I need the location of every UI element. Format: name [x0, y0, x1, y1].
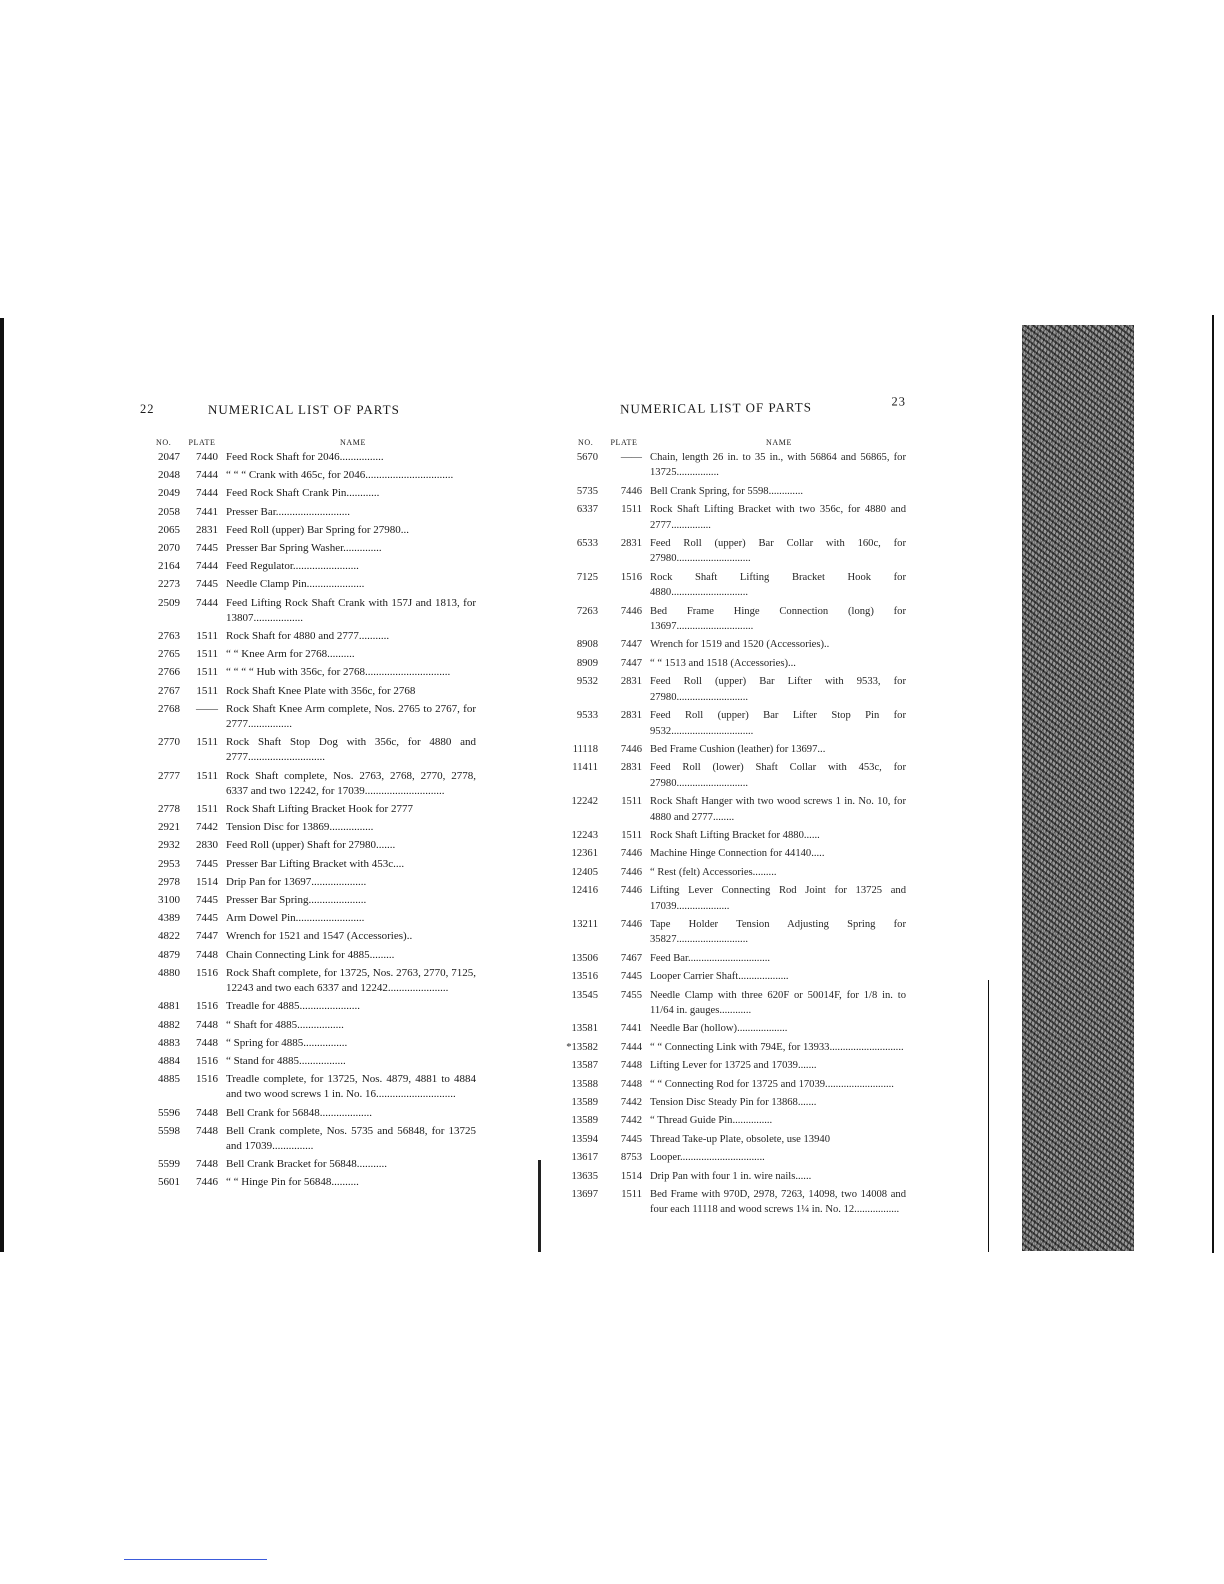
part-number: *13582	[566, 1041, 598, 1053]
part-name: Rock Shaft Hanger with two wood screws 1 in. No. 10, for 4880 and 2777........	[650, 796, 906, 823]
table-row	[140, 802, 476, 817]
table-row	[140, 450, 476, 465]
plate-number: 1511	[621, 829, 642, 841]
right-page	[562, 394, 907, 1218]
part-number: 12361	[571, 848, 598, 860]
part-name: Bed Frame with 970D, 2978, 7263, 14098, two 14008 and four each 11118 and wood screws 1¼ in. No. 12.................	[650, 1189, 906, 1216]
left-parts-list	[140, 450, 476, 1191]
part-number: 11118	[572, 743, 598, 755]
part-number: 2048	[158, 469, 180, 482]
part-name: “ Shaft for 4885.................	[226, 1018, 344, 1031]
table-row	[140, 875, 476, 890]
part-name: Arm Dowel Pin.........................	[226, 912, 365, 925]
plate-number: 1511	[196, 630, 218, 643]
table-row	[562, 450, 906, 481]
table-row	[140, 769, 476, 799]
part-name: Rock Shaft Lifting Bracket with two 356c, for 4880 and 2777...............	[650, 504, 906, 531]
table-row	[140, 1072, 476, 1102]
part-number: 2049	[158, 487, 180, 500]
part-name: “ Spring for 4885................	[226, 1036, 348, 1049]
part-name: Rock Shaft complete, for 13725, Nos. 2763, 2770, 7125, 12243 and two each 6337 and 12242......................	[226, 966, 476, 995]
plate-number: 7447	[620, 639, 642, 651]
left-running-head	[140, 402, 476, 422]
part-number: 13589	[571, 1115, 598, 1127]
right-page-header: NUMERICAL LIST OF PARTS	[619, 399, 813, 417]
table-row	[562, 637, 906, 652]
part-number: 12416	[571, 885, 598, 897]
part-number: 12242	[571, 796, 598, 808]
part-number: 2164	[158, 560, 180, 573]
part-name: Presser Bar Spring Washer..............	[226, 542, 382, 555]
plate-number: 1511	[196, 684, 218, 697]
part-number: 6337	[576, 504, 598, 516]
plate-number: 7441	[196, 505, 218, 518]
part-name: Machine Hinge Connection for 44140.....	[650, 848, 825, 860]
plate-number: 1516	[196, 1054, 218, 1067]
table-row	[562, 1095, 906, 1110]
part-number: 4389	[158, 912, 180, 925]
part-number: 11411	[572, 762, 598, 774]
table-row	[562, 1150, 906, 1165]
part-number: 7263	[576, 605, 598, 617]
part-name: Feed Rock Shaft for 2046................	[226, 451, 384, 463]
table-row	[140, 893, 476, 908]
part-name: Drip Pan with four 1 in. wire nails......	[650, 1170, 812, 1182]
part-name: Treadle for 4885......................	[226, 1000, 361, 1013]
part-number: 2509	[158, 596, 180, 609]
plate-number: 7448	[196, 1106, 218, 1119]
right-column-headers	[562, 438, 906, 450]
plate-number: 2830	[196, 839, 218, 852]
table-row	[562, 1040, 906, 1055]
part-name: Feed Rock Shaft Crank Pin............	[226, 487, 380, 500]
part-number: 3100	[158, 894, 180, 907]
column-header-no: NO.	[156, 438, 172, 447]
table-row	[140, 1175, 476, 1190]
plate-number: 1511	[621, 1189, 642, 1201]
scan-edge-right	[1212, 315, 1214, 1253]
table-row	[140, 647, 476, 662]
part-number: 13588	[571, 1078, 598, 1090]
part-number: 8909	[576, 657, 598, 669]
plate-number: 1511	[196, 803, 218, 816]
right-running-head	[562, 394, 907, 422]
left-page-number: 22	[140, 402, 155, 416]
part-number: 7125	[576, 571, 598, 583]
plate-number: 7445	[196, 912, 218, 925]
table-row	[140, 911, 476, 926]
table-row	[562, 828, 906, 843]
part-name: Thread Take-up Plate, obsolete, use 13940	[650, 1133, 830, 1145]
plate-number: 1511	[621, 796, 642, 808]
part-number: 4884	[158, 1054, 180, 1067]
plate-number: 7448	[196, 1036, 218, 1049]
table-row	[562, 570, 906, 601]
part-name: Feed Bar...............................	[650, 952, 771, 964]
plate-number: 7440	[196, 451, 218, 463]
scan-edge-left	[0, 318, 4, 1252]
plate-number: 2831	[620, 676, 642, 688]
part-name: “ Thread Guide Pin...............	[650, 1115, 773, 1127]
part-name: Tape Holder Tension Adjusting Spring for 35827...........................	[650, 918, 906, 946]
plate-number: 7444	[620, 1041, 642, 1053]
plate-number: 1511	[621, 504, 642, 516]
part-number: 12405	[571, 866, 598, 878]
part-name: Tension Disc for 13869................	[226, 821, 374, 834]
part-name: “ “ “ Crank with 465c, for 2046................................	[226, 469, 454, 482]
plate-number: 1511	[196, 769, 218, 782]
part-name: “ Rest (felt) Accessories.........	[650, 866, 777, 878]
table-row	[562, 656, 906, 671]
part-number: 5670	[576, 452, 598, 463]
table-row	[562, 883, 906, 914]
table-row	[140, 948, 476, 963]
plate-number: 7445	[620, 971, 642, 983]
plate-number: 7445	[196, 894, 218, 907]
plate-number: 7447	[196, 930, 218, 943]
part-name: Rock Shaft Knee Arm complete, Nos. 2765 to 2767, for 2777................	[226, 702, 476, 731]
plate-number: 1516	[196, 966, 218, 979]
part-number: 13594	[571, 1133, 598, 1145]
right-parts-list	[562, 450, 906, 1218]
plate-number: 8753	[620, 1152, 642, 1164]
part-number: 2070	[158, 542, 180, 555]
part-number: 5596	[158, 1106, 180, 1119]
part-number: 4885	[158, 1073, 180, 1086]
part-name: Feed Roll (upper) Bar Lifter with 9533, for 27980...........................	[650, 676, 906, 703]
table-row	[140, 838, 476, 853]
part-name: Needle Clamp with three 620F or 50014F, for 1/8 in. to 11/64 in. gauges............	[650, 989, 906, 1016]
table-row	[562, 760, 906, 791]
plate-number: 7447	[620, 657, 642, 669]
part-name: Wrench for 1521 and 1547 (Accessories)..	[226, 930, 413, 943]
part-name: Feed Roll (upper) Shaft for 27980.......	[226, 839, 396, 852]
plate-number: 7441	[620, 1023, 642, 1035]
part-name: Wrench for 1519 and 1520 (Accessories)..	[650, 639, 830, 651]
plate-number: 1511	[196, 666, 218, 679]
part-number: 2273	[158, 578, 180, 591]
table-row	[140, 523, 476, 538]
part-name: Feed Lifting Rock Shaft Crank with 157J and 1813, for 13807..................	[226, 596, 476, 624]
part-name: Drip Pan for 13697....................	[226, 875, 367, 888]
part-number: 2953	[158, 857, 180, 870]
part-number: 13635	[571, 1170, 598, 1182]
plate-number: 2831	[620, 710, 642, 722]
part-name: Looper Carrier Shaft...................	[650, 971, 789, 983]
table-row	[562, 502, 906, 533]
part-name: “ “ “ “ Hub with 356c, for 2768...............................	[226, 666, 451, 679]
table-row	[562, 1187, 906, 1218]
part-number: 2932	[158, 839, 180, 852]
table-row	[140, 468, 476, 483]
part-number: 4883	[158, 1036, 180, 1049]
part-name: “ “ Connecting Rod for 13725 and 17039..........................	[650, 1078, 894, 1090]
plate-number: 7448	[196, 1158, 218, 1171]
column-header-plate: PLATE	[188, 438, 216, 447]
left-column-headers	[140, 438, 476, 450]
part-number: 8908	[576, 639, 598, 651]
part-number: 2763	[158, 630, 180, 643]
part-name: Needle Clamp Pin.....................	[226, 578, 365, 591]
plate-number: 7446	[620, 485, 642, 497]
part-number: 13617	[571, 1152, 598, 1164]
part-name: Bell Crank Spring, for 5598.............	[650, 485, 804, 497]
plate-number: ——	[196, 702, 218, 715]
table-row	[562, 604, 906, 635]
plate-number: 2831	[196, 523, 218, 536]
part-number: 9533	[576, 710, 598, 722]
part-name: Bell Crank complete, Nos. 5735 and 56848, for 13725 and 17039...............	[226, 1124, 476, 1152]
plate-number: ——	[620, 452, 642, 463]
part-number: 2921	[158, 821, 180, 834]
link-underline[interactable]	[124, 1559, 267, 1560]
plate-number: 7446	[620, 848, 642, 860]
plate-number: 7444	[196, 487, 218, 500]
plate-number: 7446	[620, 866, 642, 878]
part-number: 2777	[158, 769, 180, 782]
table-row	[140, 684, 476, 699]
part-name: Lifting Lever for 13725 and 17039.......	[650, 1060, 817, 1072]
table-row	[562, 969, 906, 984]
part-name: Tension Disc Steady Pin for 13868.......	[650, 1097, 817, 1109]
scan-edge-inner	[988, 980, 989, 1252]
table-row	[140, 486, 476, 501]
part-number: 2978	[158, 875, 180, 888]
part-name: Presser Bar Lifting Bracket with 453c....	[226, 857, 405, 870]
part-name: “ “ Connecting Link with 794E, for 13933............................	[650, 1041, 904, 1053]
table-row	[140, 857, 476, 872]
part-name: “ “ 1513 and 1518 (Accessories)...	[650, 657, 796, 669]
plate-number: 7445	[196, 857, 218, 870]
table-row	[562, 674, 906, 705]
plate-number: 2831	[620, 762, 642, 774]
table-row	[562, 484, 906, 499]
part-number: 2047	[158, 451, 180, 463]
table-row	[562, 865, 906, 880]
plate-number: 7442	[196, 821, 218, 834]
part-number: 2765	[158, 648, 180, 661]
plate-number: 7448	[620, 1060, 642, 1072]
table-row	[140, 1106, 476, 1121]
plate-number: 7448	[196, 948, 218, 961]
plate-number: 7442	[620, 1115, 642, 1127]
table-row	[562, 917, 906, 948]
part-number: 13516	[571, 971, 598, 983]
plate-number: 7446	[620, 918, 642, 930]
table-row	[140, 1018, 476, 1033]
part-name: Looper................................	[650, 1152, 765, 1164]
table-row	[140, 735, 476, 765]
table-row	[562, 988, 906, 1019]
part-name: Presser Bar...........................	[226, 505, 351, 518]
table-row	[562, 1132, 906, 1147]
right-page-number: 23	[891, 394, 907, 409]
plate-number: 7448	[620, 1078, 642, 1090]
part-number: 13589	[571, 1097, 598, 1109]
plate-number: 7444	[196, 560, 218, 573]
part-number: 6533	[576, 538, 598, 550]
part-name: Bell Crank Bracket for 56848...........	[226, 1158, 387, 1171]
left-page	[140, 402, 476, 1191]
part-name: Bed Frame Cushion (leather) for 13697...	[650, 743, 826, 755]
table-row	[562, 846, 906, 861]
part-name: Rock Shaft Lifting Bracket Hook for 4880.............................	[650, 571, 906, 599]
part-name: Feed Roll (lower) Shaft Collar with 453c, for 27980...........................	[650, 762, 906, 789]
table-row	[562, 1058, 906, 1073]
table-row	[140, 966, 476, 996]
plate-number: 7467	[620, 952, 642, 964]
table-row	[140, 999, 476, 1014]
part-name: “ “ Knee Arm for 2768..........	[226, 648, 355, 661]
table-row	[140, 702, 476, 732]
part-number: 4822	[158, 930, 180, 943]
part-number: 4881	[158, 1000, 180, 1013]
part-name: Needle Bar (hollow)...................	[650, 1023, 788, 1035]
part-number: 5598	[158, 1124, 180, 1137]
table-row	[140, 1124, 476, 1154]
table-row	[140, 1157, 476, 1172]
part-number: 5599	[158, 1158, 180, 1171]
table-row	[140, 1036, 476, 1051]
part-name: Rock Shaft Lifting Bracket for 4880......	[650, 829, 820, 841]
plate-number: 7444	[196, 596, 218, 609]
part-number: 2065	[158, 523, 180, 536]
part-name: Presser Bar Spring.....................	[226, 894, 367, 907]
part-number: 12243	[571, 829, 598, 841]
part-name: Feed Roll (upper) Bar Lifter Stop Pin for 9532...............................	[650, 710, 906, 737]
part-number: 5601	[158, 1176, 180, 1189]
part-number: 13697	[571, 1189, 598, 1201]
part-name: Bed Frame Hinge Connection (long) for 13697.............................	[650, 605, 906, 633]
plate-number: 1516	[620, 571, 642, 583]
table-row	[140, 665, 476, 680]
table-row	[140, 505, 476, 520]
plate-number: 7442	[620, 1097, 642, 1109]
part-number: 13587	[571, 1060, 598, 1072]
table-row	[140, 1054, 476, 1069]
part-name: Treadle complete, for 13725, Nos. 4879, 4881 to 4884 and two wood screws 1 in. No. 16.............................	[226, 1073, 476, 1101]
table-row	[140, 929, 476, 944]
part-name: Rock Shaft complete, Nos. 2763, 2768, 2770, 2778, 6337 and two 12242, for 17039.............................	[226, 769, 476, 797]
plate-number: 7444	[196, 469, 218, 482]
table-row	[562, 1113, 906, 1128]
part-number: 13545	[571, 989, 598, 1001]
part-name: Bell Crank for 56848...................	[226, 1106, 373, 1119]
plate-number: 7445	[620, 1133, 642, 1145]
plate-number: 1511	[196, 736, 218, 749]
part-number: 2778	[158, 803, 180, 816]
table-row	[562, 536, 906, 567]
column-header-plate: PLATE	[610, 438, 638, 447]
plate-number: 2831	[620, 538, 642, 550]
plate-number: 7446	[620, 885, 642, 897]
column-header-name: NAME	[766, 438, 792, 447]
part-name: Feed Roll (upper) Bar Spring for 27980...	[226, 523, 409, 536]
part-number: 2767	[158, 684, 180, 697]
table-row	[562, 794, 906, 825]
part-name: Feed Roll (upper) Bar Collar with 160c, for 27980............................	[650, 538, 906, 565]
part-name: “ Stand for 4885.................	[226, 1054, 346, 1067]
part-name: Rock Shaft Knee Plate with 356c, for 2768	[226, 684, 416, 697]
plate-number: 7448	[196, 1018, 218, 1031]
table-row	[562, 742, 906, 757]
part-name: Lifting Lever Connecting Rod Joint for 13725 and 17039....................	[650, 885, 906, 912]
part-name: Chain, length 26 in. to 35 in., with 56864 and 56865, for 13725................	[650, 452, 906, 479]
part-name: Chain Connecting Link for 4885.........	[226, 948, 395, 961]
part-name: Rock Shaft Stop Dog with 356c, for 4880 and 2777............................	[226, 736, 476, 764]
table-row	[140, 820, 476, 835]
plate-number: 7446	[196, 1176, 218, 1189]
part-name: Rock Shaft for 4880 and 2777...........	[226, 630, 390, 643]
part-number: 13581	[571, 1023, 598, 1035]
column-header-name: NAME	[340, 438, 366, 447]
part-number: 2058	[158, 505, 180, 518]
part-number: 13211	[571, 918, 598, 930]
column-header-no: NO.	[578, 438, 594, 447]
part-name: Feed Regulator........................	[226, 560, 359, 573]
part-name: Rock Shaft Lifting Bracket Hook for 2777	[226, 803, 413, 816]
plate-number: 1511	[196, 648, 218, 661]
table-row	[562, 951, 906, 966]
plate-number: 7448	[196, 1124, 218, 1137]
table-row	[140, 577, 476, 592]
plate-number: 7455	[620, 989, 642, 1001]
left-page-header: NUMERICAL LIST OF PARTS	[208, 402, 400, 417]
table-row	[562, 1021, 906, 1036]
plate-number: 1514	[620, 1170, 642, 1182]
part-number: 13506	[571, 952, 598, 964]
gutter-fold-mark	[538, 1160, 541, 1252]
part-number: 4880	[158, 966, 180, 979]
table-row	[140, 541, 476, 556]
part-number: 9532	[576, 676, 598, 688]
table-row	[562, 1077, 906, 1092]
part-number: 2768	[158, 702, 180, 715]
table-row	[140, 596, 476, 626]
plate-number: 7445	[196, 542, 218, 555]
table-row	[140, 629, 476, 644]
plate-number: 1516	[196, 1073, 218, 1086]
part-number: 2770	[158, 736, 180, 749]
part-number: 5735	[576, 485, 598, 497]
plate-number: 7445	[196, 578, 218, 591]
part-number: 4879	[158, 948, 180, 961]
part-number: 4882	[158, 1018, 180, 1031]
scan-noise-strip	[1022, 325, 1134, 1251]
plate-number: 1514	[196, 875, 218, 888]
plate-number: 1516	[196, 1000, 218, 1013]
plate-number: 7446	[620, 605, 642, 617]
table-row	[562, 1169, 906, 1184]
part-number: 2766	[158, 666, 180, 679]
plate-number: 7446	[620, 743, 642, 755]
part-name: “ “ Hinge Pin for 56848..........	[226, 1176, 359, 1189]
table-row	[140, 559, 476, 574]
table-row	[562, 708, 906, 739]
